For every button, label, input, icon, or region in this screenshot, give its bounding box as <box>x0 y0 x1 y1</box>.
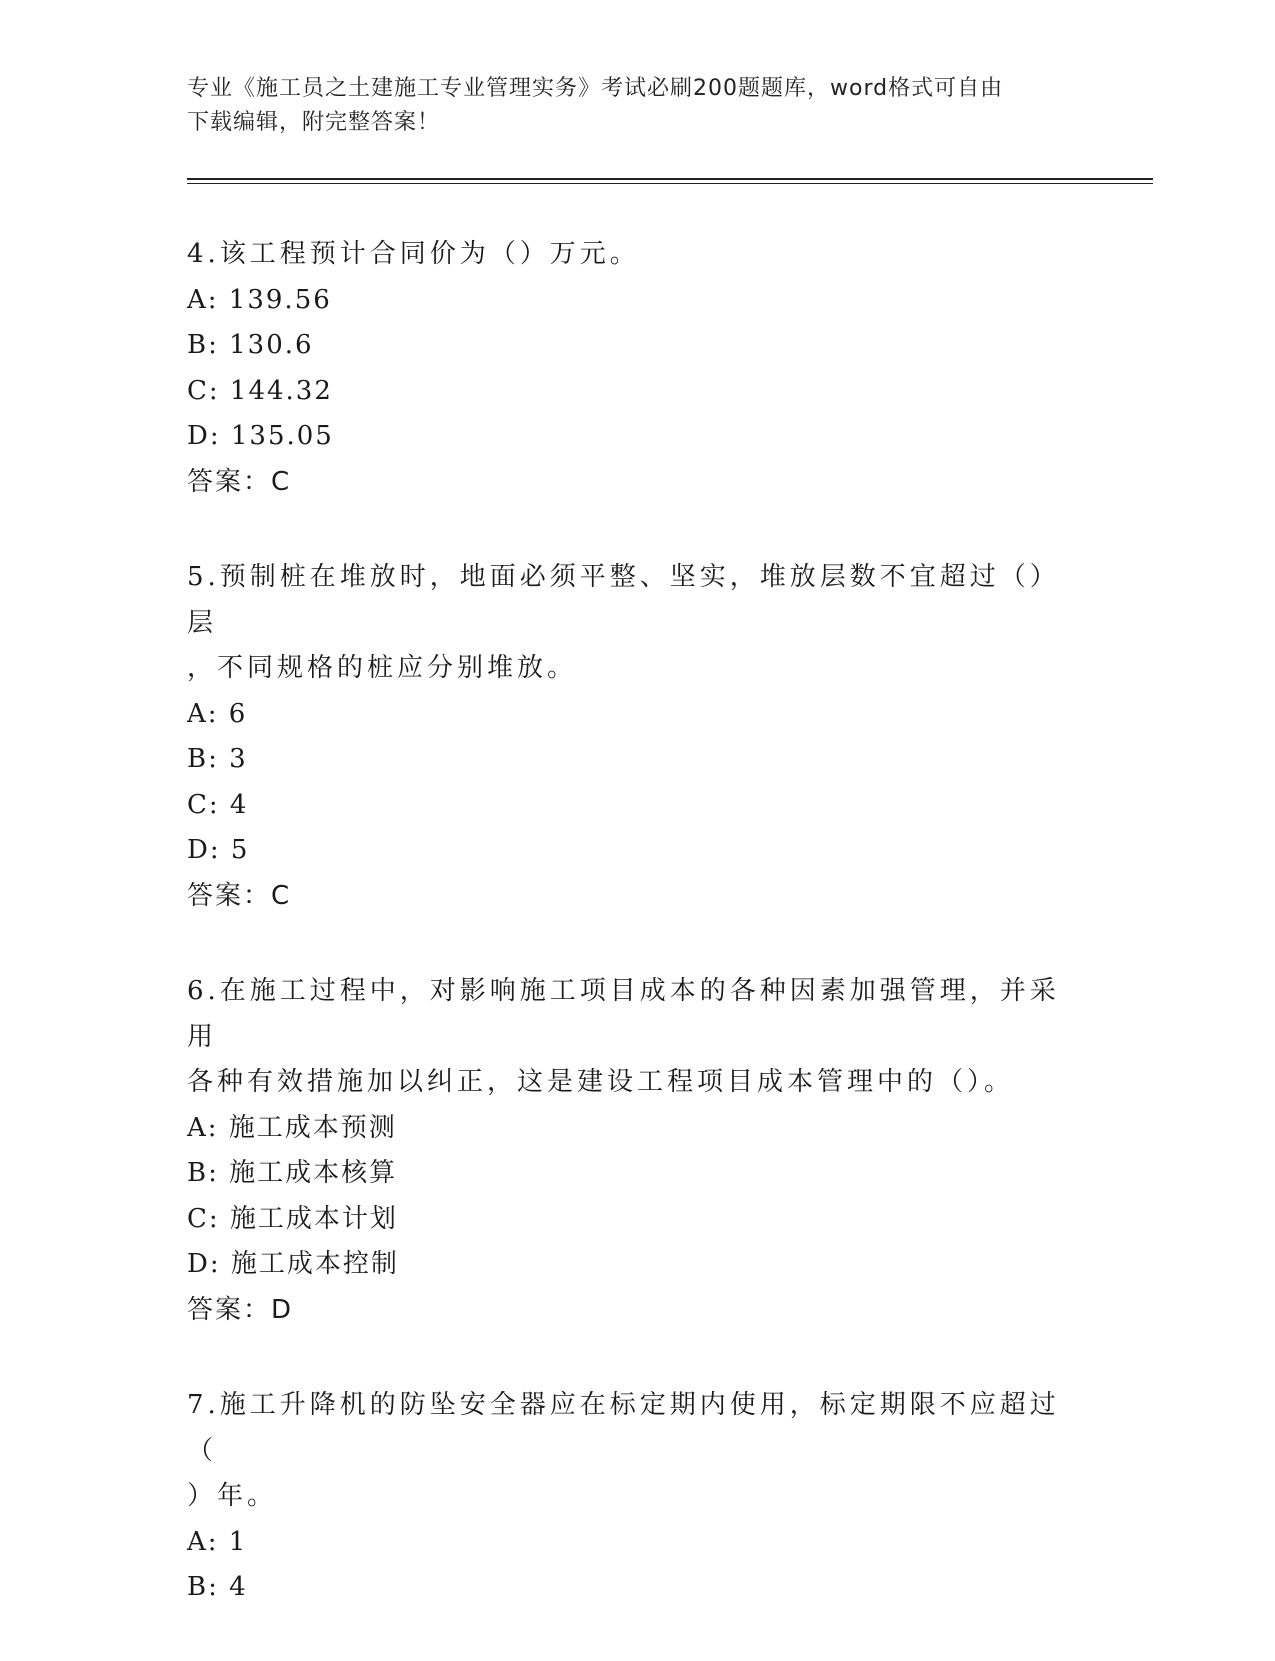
question-stem-continued: ）年。 <box>187 1481 278 1511</box>
header-divider-thick <box>187 178 1153 180</box>
header-title-line-2: 下载编辑，附完整答案！ <box>187 110 441 135</box>
question-list <box>187 232 1067 1661</box>
answer-line: 答案：D <box>187 1294 294 1325</box>
option-c: C: 施工成本计划 <box>187 1203 398 1234</box>
option-d: D: 施工成本控制 <box>187 1249 399 1279</box>
question-5 <box>187 555 1067 919</box>
option-a: A: 139.56 <box>187 284 332 315</box>
option-b: B: 3 <box>187 744 248 774</box>
answer-line: 答案：C <box>187 466 292 497</box>
question-stem: 6.在施工过程中，对影响施工项目成本的各种因素加强管理，并采用 <box>187 976 1060 1052</box>
question-stem: 7.施工升降机的防坠安全器应在标定期内使用，标定期限不应超过（ <box>187 1390 1060 1466</box>
option-d: D: 135.05 <box>187 421 334 451</box>
option-c: C: 144.32 <box>187 375 333 406</box>
option-a: A: 1 <box>187 1526 248 1557</box>
question-stem: 4.该工程预计合同价为（）万元。 <box>187 239 640 269</box>
option-d: D: 5 <box>187 835 250 865</box>
document-header <box>187 72 1067 140</box>
answer-line: 答案：C <box>187 880 292 911</box>
question-stem-continued: ，不同规格的桩应分别堆放。 <box>187 653 578 683</box>
question-stem: 5.预制桩在堆放时，地面必须平整、坚实，堆放层数不宜超过（）层 <box>187 562 1060 638</box>
option-b: B: 130.6 <box>187 330 314 360</box>
header-title-line-1: 专业《施工员之土建施工专业管理实务》考试必刷200题题库，word格式可自由 <box>187 76 1004 101</box>
option-b: B: 施工成本核算 <box>187 1158 398 1188</box>
question-stem-continued: 各种有效措施加以纠正，这是建设工程项目成本管理中的（）。 <box>187 1067 1015 1097</box>
option-b: B: 4 <box>187 1572 248 1602</box>
question-6 <box>187 969 1067 1333</box>
option-c: C: 4 <box>187 789 249 820</box>
question-4 <box>187 232 1067 505</box>
header-divider-thin <box>187 183 1153 184</box>
option-a: A: 施工成本预测 <box>187 1112 397 1143</box>
question-7 <box>187 1383 1067 1611</box>
option-a: A: 6 <box>187 698 248 729</box>
